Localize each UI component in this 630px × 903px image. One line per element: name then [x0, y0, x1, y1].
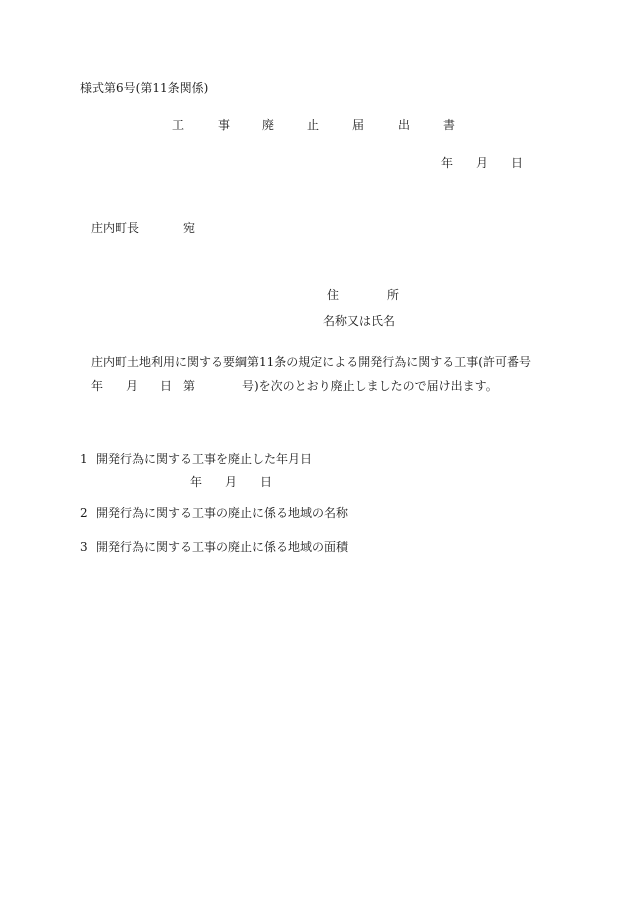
body-line-2-rest: 号)を次のとおり廃止しましたので届け出ます。: [242, 379, 498, 393]
document-title: [0, 118, 630, 132]
body-line-1: 庄内町土地利用に関する要綱第11条の規定による開発行為に関する工事(許可番号: [91, 355, 531, 369]
applicant-address-label: 住 所: [327, 288, 400, 302]
form-label: 様式第6号(第11条関係): [80, 81, 209, 95]
title-char: 出: [398, 118, 411, 132]
item-text: 開発行為に関する工事の廃止に係る地域の面積: [96, 540, 349, 554]
addressee-suffix: 宛: [183, 221, 196, 235]
item-text: 開発行為に関する工事の廃止に係る地域の名称: [96, 506, 349, 520]
item-number: 2: [80, 506, 88, 520]
item1-date-year: 年: [190, 475, 203, 489]
title-char: 事: [218, 118, 231, 132]
title-char: 工: [172, 118, 185, 132]
body-line-2-number-prefix: 第: [183, 379, 196, 393]
title-char: 止: [307, 118, 320, 132]
title-char: 書: [443, 118, 456, 132]
body-line-2-month: 月: [126, 379, 139, 393]
body-line-2-year: 年: [91, 379, 104, 393]
body-line-2-day: 日: [160, 379, 173, 393]
item-number: 3: [80, 540, 88, 554]
title-char: 届: [352, 118, 365, 132]
date-day: 日: [511, 156, 524, 170]
item1-date-month: 月: [225, 475, 238, 489]
applicant-name-label: 名称又は氏名: [323, 314, 396, 328]
addressee-name: 庄内町長: [91, 221, 140, 235]
item-text: 開発行為に関する工事を廃止した年月日: [96, 452, 313, 466]
date-month: 月: [476, 156, 489, 170]
title-char: 廃: [262, 118, 275, 132]
item-number: 1: [80, 452, 88, 466]
item1-date-day: 日: [260, 475, 273, 489]
date-year: 年: [441, 156, 454, 170]
